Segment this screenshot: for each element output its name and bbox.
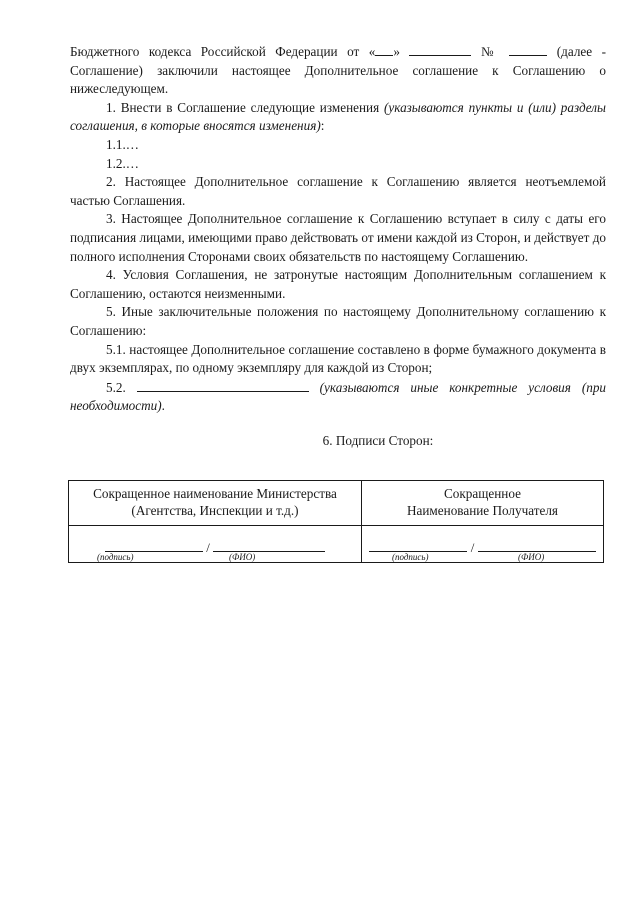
right-header-line1: Сокращенное bbox=[444, 486, 521, 501]
right-signature-cell bbox=[362, 526, 604, 563]
right-name-blank bbox=[478, 538, 596, 552]
clause-5: 5. Иные заключительные положения по настоящему Дополнительному соглашению к Соглашению: bbox=[70, 304, 606, 338]
number-sign: № bbox=[480, 44, 500, 59]
clause-5-2-note: (указываются иные конкретные условия (при необходимости) bbox=[70, 379, 607, 414]
left-name-blank bbox=[213, 538, 325, 552]
right-header-line2: Наименование Получателя bbox=[407, 503, 558, 518]
right-name-label: (ФИО) bbox=[518, 552, 545, 562]
clause-1-text: 1. Внести в Соглашение следующие изменения bbox=[106, 99, 380, 115]
clause-1 bbox=[70, 99, 606, 136]
signatures-title: 6. Подписи Сторон: bbox=[322, 432, 434, 448]
left-name-label: (ФИО) bbox=[229, 552, 256, 562]
signatures-table bbox=[68, 480, 604, 563]
clause-5-2-num: 5.2. bbox=[106, 379, 126, 395]
right-party-header bbox=[362, 481, 604, 526]
right-slash: / bbox=[470, 540, 475, 555]
date-day-blank bbox=[375, 42, 393, 56]
left-party-header: Сокращенное наименование Министерства (Агентства, Инспекции и т.д.) bbox=[69, 481, 362, 526]
clause-2: 2. Настоящее Дополнительное соглашение к Соглашению является неотъемлемой частью Соглашения. bbox=[70, 174, 606, 208]
left-slash: / bbox=[206, 540, 210, 555]
clause-3: 3. Настоящее Дополнительное соглашение к Соглашению вступает в силу с даты его подписания лицами, имеющими право действовать от имени каждой из Сторон, и действует до полного исполнения Сторонами своих обязательств по настоящему Соглашению. bbox=[70, 211, 606, 264]
clause-5-1: 5.1. настоящее Дополнительное соглашение составлено в форме бумажного документа в двух экземплярах, по одному экземпляру для каждой из Сторон; bbox=[70, 341, 606, 376]
left-signature-cell bbox=[69, 526, 362, 563]
right-sign-label: (подпись) bbox=[392, 552, 429, 562]
clause-5-2-end: . bbox=[161, 398, 165, 414]
clause-5-2 bbox=[70, 378, 606, 416]
clause-1-end: : bbox=[320, 118, 325, 134]
clause-4: 4. Условия Соглашения, не затронутые настоящим Дополнительным соглашением к Соглашению, остаются неизменными. bbox=[70, 267, 606, 301]
intro-date-sep: » bbox=[393, 44, 400, 59]
date-blank bbox=[409, 42, 471, 56]
right-sign-blank bbox=[369, 538, 467, 552]
left-sign-blank bbox=[105, 538, 203, 552]
clause-1-note: (указываются пункты и (или) разделы соглашения, в которые вносятся изменения) bbox=[70, 99, 606, 134]
document-body bbox=[70, 42, 606, 450]
intro-text-before-date: Бюджетного кодекса Российской Федерации от « bbox=[70, 44, 376, 59]
clause-1-2: 1.2.… bbox=[106, 155, 139, 171]
left-sign-label: (подпись) bbox=[97, 552, 134, 562]
intro-text-after-number: (далее - Соглашение) заключили настоящее Дополнительное соглашение к Соглашению о нижеследующем. bbox=[70, 44, 606, 97]
number-blank bbox=[509, 42, 547, 56]
clause-5-2-blank bbox=[137, 378, 309, 392]
clause-1-1: 1.1.… bbox=[106, 136, 139, 152]
intro-paragraph bbox=[70, 42, 606, 99]
